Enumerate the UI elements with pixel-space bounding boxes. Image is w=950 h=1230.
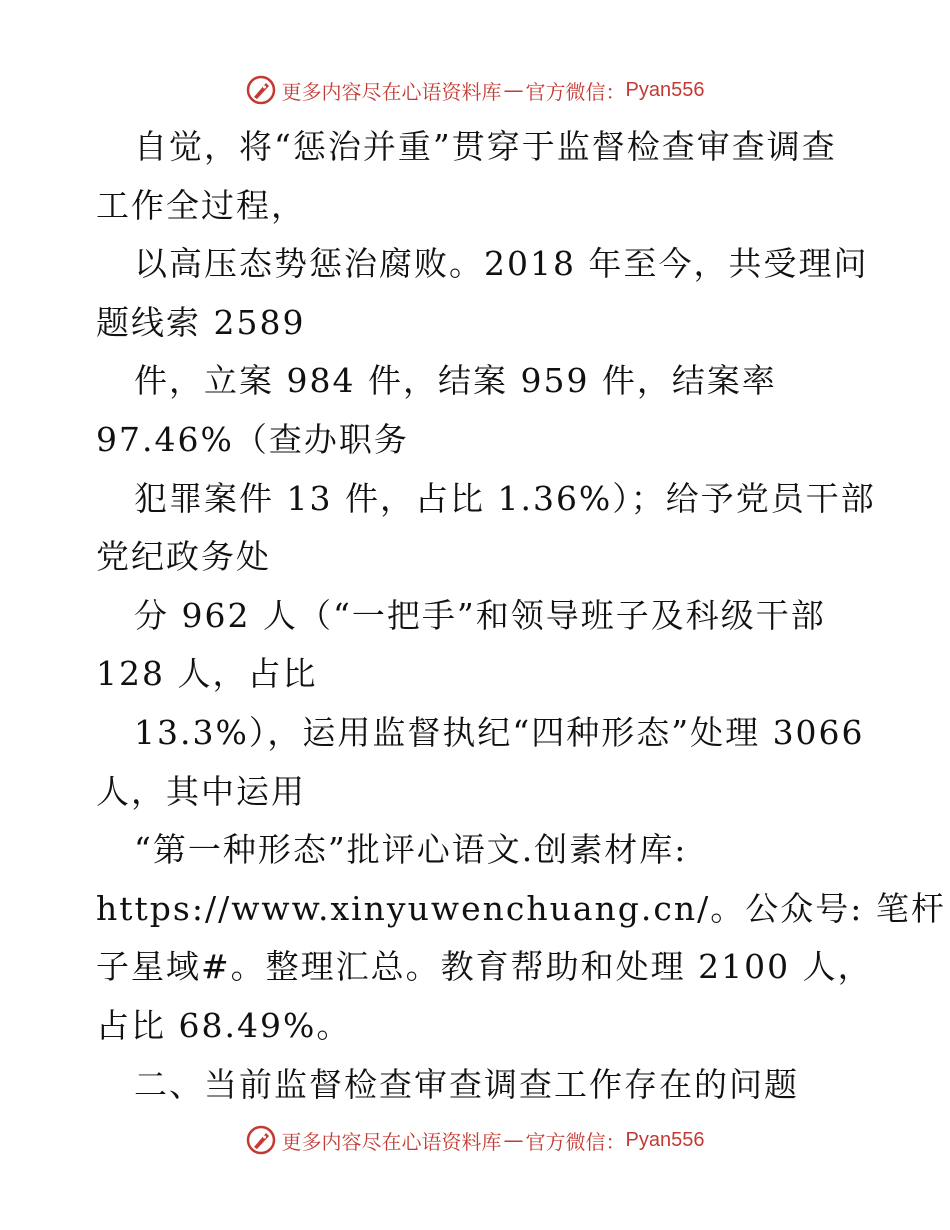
banner-separator: — [503,1128,524,1152]
text-line: 占比 68.49%。 [96,1005,352,1045]
text-line: https://www.xinyuwenchuang.cn/。公众号: 笔杆 [96,888,946,928]
pen-nib-logo-icon [246,1125,276,1155]
banner-wechat-account: Pyan556 [625,1128,705,1151]
text-line: 13.3%），运用监督执纪“四种形态”处理 3066 [134,712,865,752]
text-line: 件，立案 984 件，结案 959 件，结案率 [134,361,777,401]
text-line: 工作全过程， [96,185,306,225]
pen-nib-logo-icon [246,75,276,105]
banner-separator: — [503,78,524,102]
banner-wechat-label: 官方微信： [525,79,626,104]
text-line: 分 962 人（“一把手”和领导班子及科级干部 [134,595,826,635]
text-line: 自觉，将“惩治并重”贯穿于监督检查审查调查 [134,127,837,166]
banner-wechat-label: 官方微信： [525,1129,626,1154]
text-line: 犯罪案件 13 件，占比 1.36%）；给予党员干部 [134,478,876,518]
document-body [96,118,946,1114]
text-line: 以高压态势惩治腐败。2018 年至今，共受理问 [134,244,869,284]
banner-text: 更多内容尽在心语资料库 [281,79,502,104]
text-line: 题线索 2589 [96,302,306,342]
text-line: 128 人，占比 [96,654,318,694]
text-line: 党纪政务处 [96,537,271,577]
footer-banner [0,1120,950,1160]
header-banner [0,70,950,110]
banner-text: 更多内容尽在心语资料库 [281,1129,502,1154]
text-line: 子星域#。整理汇总。教育帮助和处理 2100 人， [96,947,873,987]
section-heading: 二、当前监督检查审查调查工作存在的问题 [134,1064,799,1104]
text-line: 97.46%（查办职务 [96,419,409,459]
text-line: “第一种形态”批评心语文.创素材库: [134,830,688,870]
banner-wechat-account: Pyan556 [625,78,705,101]
text-line: 人，其中运用 [96,771,306,811]
